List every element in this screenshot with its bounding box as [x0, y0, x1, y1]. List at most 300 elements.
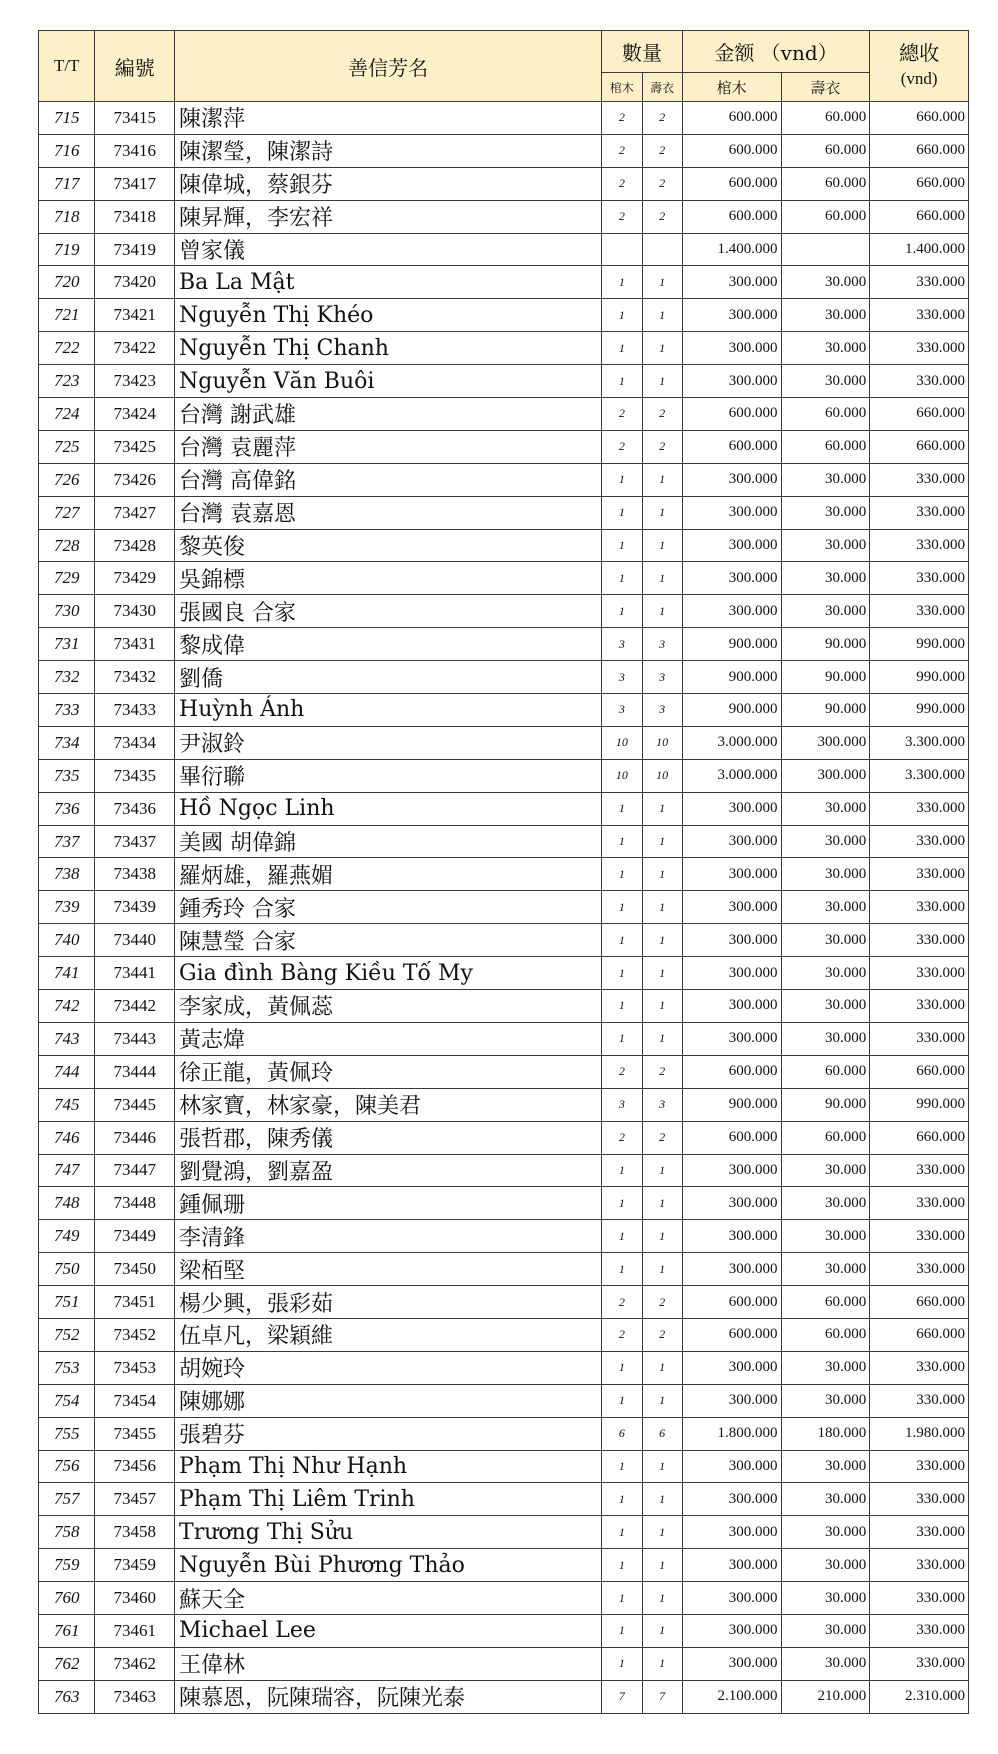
- row-number: 727: [39, 496, 95, 529]
- donor-code: 73420: [95, 266, 175, 299]
- table-row: [39, 529, 969, 562]
- amount-coffin: 600.000: [682, 1318, 781, 1351]
- donor-name: 楊少興，張彩茹: [175, 1286, 602, 1319]
- qty-coffin: 3: [602, 661, 642, 694]
- amount-total: 330.000: [870, 990, 969, 1023]
- table-row: [39, 1516, 969, 1549]
- amount-total: 330.000: [870, 825, 969, 858]
- donor-code: 73442: [95, 990, 175, 1023]
- qty-coffin: 1: [602, 891, 642, 924]
- amount-total: 660.000: [870, 430, 969, 463]
- qty-coffin: 1: [602, 595, 642, 628]
- amount-coffin: 300.000: [682, 1220, 781, 1253]
- donor-name: 蘇天全: [175, 1582, 602, 1615]
- amount-robe: 30.000: [781, 595, 870, 628]
- row-number: 745: [39, 1088, 95, 1121]
- amount-coffin: 300.000: [682, 1450, 781, 1483]
- header-qty-coffin: 棺木: [602, 73, 642, 102]
- amount-robe: 60.000: [781, 1055, 870, 1088]
- donor-code: 73445: [95, 1088, 175, 1121]
- amount-coffin: 600.000: [682, 1055, 781, 1088]
- amount-robe: 30.000: [781, 1154, 870, 1187]
- qty-robe: 1: [642, 365, 682, 398]
- amount-coffin: 1.800.000: [682, 1417, 781, 1450]
- qty-robe: 3: [642, 628, 682, 661]
- qty-coffin: 10: [602, 726, 642, 759]
- donor-code: 73446: [95, 1121, 175, 1154]
- donor-name: 吳錦標: [175, 562, 602, 595]
- amount-robe: 60.000: [781, 102, 870, 135]
- donor-name: 王偉林: [175, 1647, 602, 1680]
- donor-code: 73454: [95, 1384, 175, 1417]
- amount-total: 330.000: [870, 562, 969, 595]
- amount-robe: 60.000: [781, 1121, 870, 1154]
- qty-robe: 1: [642, 1187, 682, 1220]
- amount-robe: 30.000: [781, 562, 870, 595]
- donor-name: 畢衍聯: [175, 759, 602, 792]
- amount-total: 330.000: [870, 463, 969, 496]
- row-number: 759: [39, 1549, 95, 1582]
- amount-robe: 30.000: [781, 1384, 870, 1417]
- donor-code: 73423: [95, 365, 175, 398]
- row-number: 754: [39, 1384, 95, 1417]
- qty-coffin: 1: [602, 825, 642, 858]
- row-number: 733: [39, 694, 95, 727]
- donor-name: 張哲郡，陳秀儀: [175, 1121, 602, 1154]
- donor-name: 劉僑: [175, 661, 602, 694]
- row-number: 752: [39, 1318, 95, 1351]
- qty-coffin: 1: [602, 1187, 642, 1220]
- table-row: [39, 1582, 969, 1615]
- amount-coffin: 600.000: [682, 430, 781, 463]
- amount-total: 330.000: [870, 1022, 969, 1055]
- amount-total: 330.000: [870, 1351, 969, 1384]
- amount-total: 660.000: [870, 102, 969, 135]
- qty-robe: 1: [642, 924, 682, 957]
- amount-coffin: 300.000: [682, 365, 781, 398]
- donor-name: 黃志煒: [175, 1022, 602, 1055]
- donor-code: 73449: [95, 1220, 175, 1253]
- qty-coffin: 1: [602, 529, 642, 562]
- donor-name: 陳潔萍: [175, 102, 602, 135]
- amount-robe: 30.000: [781, 332, 870, 365]
- header-amount-robe: 壽衣: [781, 73, 870, 102]
- table-row: [39, 463, 969, 496]
- donor-name: 徐正龍，黃佩玲: [175, 1055, 602, 1088]
- table-row: [39, 825, 969, 858]
- amount-coffin: 900.000: [682, 661, 781, 694]
- qty-coffin: 1: [602, 332, 642, 365]
- amount-total: 660.000: [870, 1318, 969, 1351]
- qty-coffin: 2: [602, 430, 642, 463]
- donor-code: 73455: [95, 1417, 175, 1450]
- donor-name: Michael Lee: [175, 1614, 602, 1647]
- table-row: [39, 595, 969, 628]
- table-row: [39, 759, 969, 792]
- amount-coffin: 300.000: [682, 496, 781, 529]
- amount-robe: 30.000: [781, 1220, 870, 1253]
- amount-robe: 90.000: [781, 694, 870, 727]
- row-number: 751: [39, 1286, 95, 1319]
- donor-name: Hồ Ngọc Linh: [175, 792, 602, 825]
- amount-coffin: 300.000: [682, 1351, 781, 1384]
- amount-robe: 60.000: [781, 398, 870, 431]
- amount-coffin: 300.000: [682, 1253, 781, 1286]
- donor-name: 陳娜娜: [175, 1384, 602, 1417]
- amount-coffin: 300.000: [682, 299, 781, 332]
- amount-robe: 30.000: [781, 1582, 870, 1615]
- row-number: 719: [39, 233, 95, 266]
- amount-coffin: 3.000.000: [682, 759, 781, 792]
- qty-coffin: 1: [602, 1384, 642, 1417]
- donor-code: 73426: [95, 463, 175, 496]
- qty-robe: 3: [642, 694, 682, 727]
- table-row: [39, 1483, 969, 1516]
- amount-total: 330.000: [870, 1187, 969, 1220]
- donor-code: 73437: [95, 825, 175, 858]
- donation-table: [38, 30, 969, 1714]
- amount-robe: 300.000: [781, 726, 870, 759]
- header-code: 編號: [95, 31, 175, 102]
- amount-coffin: 600.000: [682, 1286, 781, 1319]
- table-row: [39, 924, 969, 957]
- amount-coffin: 300.000: [682, 1483, 781, 1516]
- qty-coffin: 1: [602, 858, 642, 891]
- row-number: 724: [39, 398, 95, 431]
- table-row: [39, 233, 969, 266]
- qty-coffin: 1: [602, 299, 642, 332]
- donor-name: Gia đình Bàng Kiều Tố My: [175, 957, 602, 990]
- qty-robe: 3: [642, 1088, 682, 1121]
- qty-robe: 10: [642, 726, 682, 759]
- amount-total: 330.000: [870, 529, 969, 562]
- donor-name: 梁栢堅: [175, 1253, 602, 1286]
- amount-coffin: 300.000: [682, 792, 781, 825]
- table-row: [39, 891, 969, 924]
- header-amount-coffin: 棺木: [682, 73, 781, 102]
- amount-coffin: 600.000: [682, 200, 781, 233]
- qty-coffin: 1: [602, 463, 642, 496]
- row-number: 763: [39, 1680, 95, 1713]
- amount-coffin: 600.000: [682, 102, 781, 135]
- amount-total: 330.000: [870, 1154, 969, 1187]
- qty-coffin: 1: [602, 1614, 642, 1647]
- table-row: [39, 1286, 969, 1319]
- qty-coffin: 3: [602, 1088, 642, 1121]
- donor-code: 73448: [95, 1187, 175, 1220]
- donor-code: 73428: [95, 529, 175, 562]
- amount-robe: 30.000: [781, 1450, 870, 1483]
- qty-coffin: 2: [602, 1121, 642, 1154]
- donor-code: 73460: [95, 1582, 175, 1615]
- donor-name: Phạm Thị Như Hạnh: [175, 1450, 602, 1483]
- row-number: 753: [39, 1351, 95, 1384]
- qty-coffin: 2: [602, 1055, 642, 1088]
- header-total-unit: (vnd): [900, 69, 938, 88]
- donor-code: 73436: [95, 792, 175, 825]
- table-row: [39, 1055, 969, 1088]
- row-number: 762: [39, 1647, 95, 1680]
- row-number: 760: [39, 1582, 95, 1615]
- amount-coffin: 300.000: [682, 858, 781, 891]
- table-row: [39, 167, 969, 200]
- qty-robe: 1: [642, 529, 682, 562]
- table-row: [39, 694, 969, 727]
- row-number: 726: [39, 463, 95, 496]
- donor-code: 73463: [95, 1680, 175, 1713]
- qty-coffin: 6: [602, 1417, 642, 1450]
- amount-total: 3.300.000: [870, 759, 969, 792]
- qty-coffin: 1: [602, 1022, 642, 1055]
- donor-name: 美國 胡偉錦: [175, 825, 602, 858]
- donor-code: 73419: [95, 233, 175, 266]
- header-name: 善信芳名: [175, 31, 602, 102]
- donor-name: 林家寶，林家豪，陳美君: [175, 1088, 602, 1121]
- qty-coffin: 2: [602, 1286, 642, 1319]
- donor-name: 台灣 袁嘉恩: [175, 496, 602, 529]
- amount-coffin: 900.000: [682, 1088, 781, 1121]
- donor-code: 73438: [95, 858, 175, 891]
- amount-total: 3.300.000: [870, 726, 969, 759]
- qty-robe: [642, 233, 682, 266]
- row-number: 761: [39, 1614, 95, 1647]
- qty-robe: 1: [642, 1582, 682, 1615]
- donor-name: 胡婉玲: [175, 1351, 602, 1384]
- amount-robe: 210.000: [781, 1680, 870, 1713]
- donor-name: 李家成，黃佩蕊: [175, 990, 602, 1023]
- amount-total: 990.000: [870, 694, 969, 727]
- table-row: [39, 1121, 969, 1154]
- row-number: 723: [39, 365, 95, 398]
- row-number: 756: [39, 1450, 95, 1483]
- qty-coffin: 2: [602, 167, 642, 200]
- qty-robe: 1: [642, 1154, 682, 1187]
- qty-robe: 1: [642, 332, 682, 365]
- donor-code: 73415: [95, 102, 175, 135]
- donor-code: 73416: [95, 134, 175, 167]
- amount-robe: [781, 233, 870, 266]
- qty-coffin: 1: [602, 792, 642, 825]
- amount-total: 660.000: [870, 1286, 969, 1319]
- amount-robe: 90.000: [781, 661, 870, 694]
- row-number: 728: [39, 529, 95, 562]
- donor-code: 73429: [95, 562, 175, 595]
- amount-total: 990.000: [870, 1088, 969, 1121]
- row-number: 738: [39, 858, 95, 891]
- amount-robe: 60.000: [781, 134, 870, 167]
- amount-total: 330.000: [870, 1647, 969, 1680]
- table-row: [39, 792, 969, 825]
- qty-robe: 2: [642, 102, 682, 135]
- table-row: [39, 1351, 969, 1384]
- donor-code: 73425: [95, 430, 175, 463]
- amount-coffin: 600.000: [682, 398, 781, 431]
- qty-robe: 1: [642, 299, 682, 332]
- qty-robe: 1: [642, 1022, 682, 1055]
- row-number: 748: [39, 1187, 95, 1220]
- table-row: [39, 299, 969, 332]
- qty-coffin: 1: [602, 1483, 642, 1516]
- header-qty-robe: 壽衣: [642, 73, 682, 102]
- table-row: [39, 661, 969, 694]
- qty-robe: 1: [642, 1614, 682, 1647]
- donor-name: 陳慧瑩 合家: [175, 924, 602, 957]
- table-row: [39, 1614, 969, 1647]
- amount-coffin: 300.000: [682, 825, 781, 858]
- qty-robe: 1: [642, 595, 682, 628]
- donor-name: 曾家儀: [175, 233, 602, 266]
- row-number: 742: [39, 990, 95, 1023]
- amount-total: 330.000: [870, 1450, 969, 1483]
- table-row: [39, 628, 969, 661]
- amount-total: 330.000: [870, 957, 969, 990]
- qty-robe: 1: [642, 562, 682, 595]
- amount-robe: 30.000: [781, 529, 870, 562]
- qty-coffin: 2: [602, 398, 642, 431]
- row-number: 716: [39, 134, 95, 167]
- row-number: 715: [39, 102, 95, 135]
- amount-coffin: 300.000: [682, 562, 781, 595]
- qty-coffin: 1: [602, 1516, 642, 1549]
- qty-robe: 1: [642, 957, 682, 990]
- donor-name: 台灣 袁麗萍: [175, 430, 602, 463]
- qty-robe: 2: [642, 1121, 682, 1154]
- amount-total: 330.000: [870, 1483, 969, 1516]
- donor-name: Nguyễn Thị Chanh: [175, 332, 602, 365]
- amount-total: 660.000: [870, 167, 969, 200]
- amount-total: 330.000: [870, 332, 969, 365]
- qty-robe: 1: [642, 858, 682, 891]
- amount-robe: 30.000: [781, 1647, 870, 1680]
- row-number: 757: [39, 1483, 95, 1516]
- donor-name: 張國良 合家: [175, 595, 602, 628]
- row-number: 739: [39, 891, 95, 924]
- amount-robe: 30.000: [781, 1483, 870, 1516]
- table-row: [39, 200, 969, 233]
- donor-code: 73451: [95, 1286, 175, 1319]
- donor-code: 73433: [95, 694, 175, 727]
- table-row: [39, 1549, 969, 1582]
- qty-robe: 1: [642, 1253, 682, 1286]
- amount-robe: 30.000: [781, 266, 870, 299]
- table-row: [39, 990, 969, 1023]
- qty-coffin: 2: [602, 1318, 642, 1351]
- qty-coffin: 1: [602, 266, 642, 299]
- row-number: 731: [39, 628, 95, 661]
- donor-code: 73421: [95, 299, 175, 332]
- header-total-label: 總收: [899, 41, 940, 65]
- donor-name: 台灣 謝武雄: [175, 398, 602, 431]
- amount-robe: 30.000: [781, 1516, 870, 1549]
- table-row: [39, 1647, 969, 1680]
- amount-coffin: 300.000: [682, 1154, 781, 1187]
- table-row: [39, 1450, 969, 1483]
- amount-coffin: 300.000: [682, 332, 781, 365]
- donor-name: Nguyễn Thị Khéo: [175, 299, 602, 332]
- qty-robe: 1: [642, 990, 682, 1023]
- qty-robe: 10: [642, 759, 682, 792]
- qty-robe: 3: [642, 661, 682, 694]
- donor-code: 73417: [95, 167, 175, 200]
- table-row: [39, 332, 969, 365]
- amount-robe: 30.000: [781, 990, 870, 1023]
- donor-code: 73424: [95, 398, 175, 431]
- donor-code: 73462: [95, 1647, 175, 1680]
- qty-robe: 1: [642, 1483, 682, 1516]
- qty-robe: 1: [642, 1351, 682, 1384]
- table-row: [39, 365, 969, 398]
- row-number: 735: [39, 759, 95, 792]
- table-row: [39, 266, 969, 299]
- row-number: 758: [39, 1516, 95, 1549]
- donor-code: 73434: [95, 726, 175, 759]
- qty-coffin: [602, 233, 642, 266]
- row-number: 717: [39, 167, 95, 200]
- table-row: [39, 1253, 969, 1286]
- amount-robe: 30.000: [781, 1549, 870, 1582]
- row-number: 725: [39, 430, 95, 463]
- table-row: [39, 1318, 969, 1351]
- amount-total: 330.000: [870, 496, 969, 529]
- qty-coffin: 1: [602, 1351, 642, 1384]
- qty-robe: 1: [642, 496, 682, 529]
- donor-code: 73447: [95, 1154, 175, 1187]
- table-row: [39, 1187, 969, 1220]
- donor-name: 鍾秀玲 合家: [175, 891, 602, 924]
- amount-total: 660.000: [870, 398, 969, 431]
- donor-name: Trương Thị Sửu: [175, 1516, 602, 1549]
- amount-robe: 90.000: [781, 628, 870, 661]
- amount-coffin: 300.000: [682, 1549, 781, 1582]
- amount-total: 330.000: [870, 595, 969, 628]
- qty-coffin: 1: [602, 1549, 642, 1582]
- qty-coffin: 2: [602, 200, 642, 233]
- amount-robe: 30.000: [781, 957, 870, 990]
- qty-coffin: 1: [602, 496, 642, 529]
- qty-coffin: 1: [602, 1253, 642, 1286]
- amount-robe: 90.000: [781, 1088, 870, 1121]
- qty-robe: 1: [642, 825, 682, 858]
- amount-robe: 30.000: [781, 496, 870, 529]
- row-number: 747: [39, 1154, 95, 1187]
- qty-robe: 2: [642, 398, 682, 431]
- qty-coffin: 1: [602, 1220, 642, 1253]
- row-number: 736: [39, 792, 95, 825]
- amount-total: 660.000: [870, 1055, 969, 1088]
- donor-code: 73457: [95, 1483, 175, 1516]
- amount-coffin: 300.000: [682, 595, 781, 628]
- donor-code: 73459: [95, 1549, 175, 1582]
- table-row: [39, 398, 969, 431]
- row-number: 729: [39, 562, 95, 595]
- row-number: 732: [39, 661, 95, 694]
- qty-coffin: 10: [602, 759, 642, 792]
- qty-robe: 2: [642, 167, 682, 200]
- row-number: 718: [39, 200, 95, 233]
- table-row: [39, 726, 969, 759]
- amount-coffin: 1.400.000: [682, 233, 781, 266]
- qty-coffin: 1: [602, 1154, 642, 1187]
- amount-coffin: 300.000: [682, 1582, 781, 1615]
- donor-code: 73453: [95, 1351, 175, 1384]
- qty-coffin: 1: [602, 1450, 642, 1483]
- donor-code: 73440: [95, 924, 175, 957]
- row-number: 740: [39, 924, 95, 957]
- amount-total: 330.000: [870, 266, 969, 299]
- table-row: [39, 134, 969, 167]
- donor-name: 劉覺鴻，劉嘉盈: [175, 1154, 602, 1187]
- row-number: 744: [39, 1055, 95, 1088]
